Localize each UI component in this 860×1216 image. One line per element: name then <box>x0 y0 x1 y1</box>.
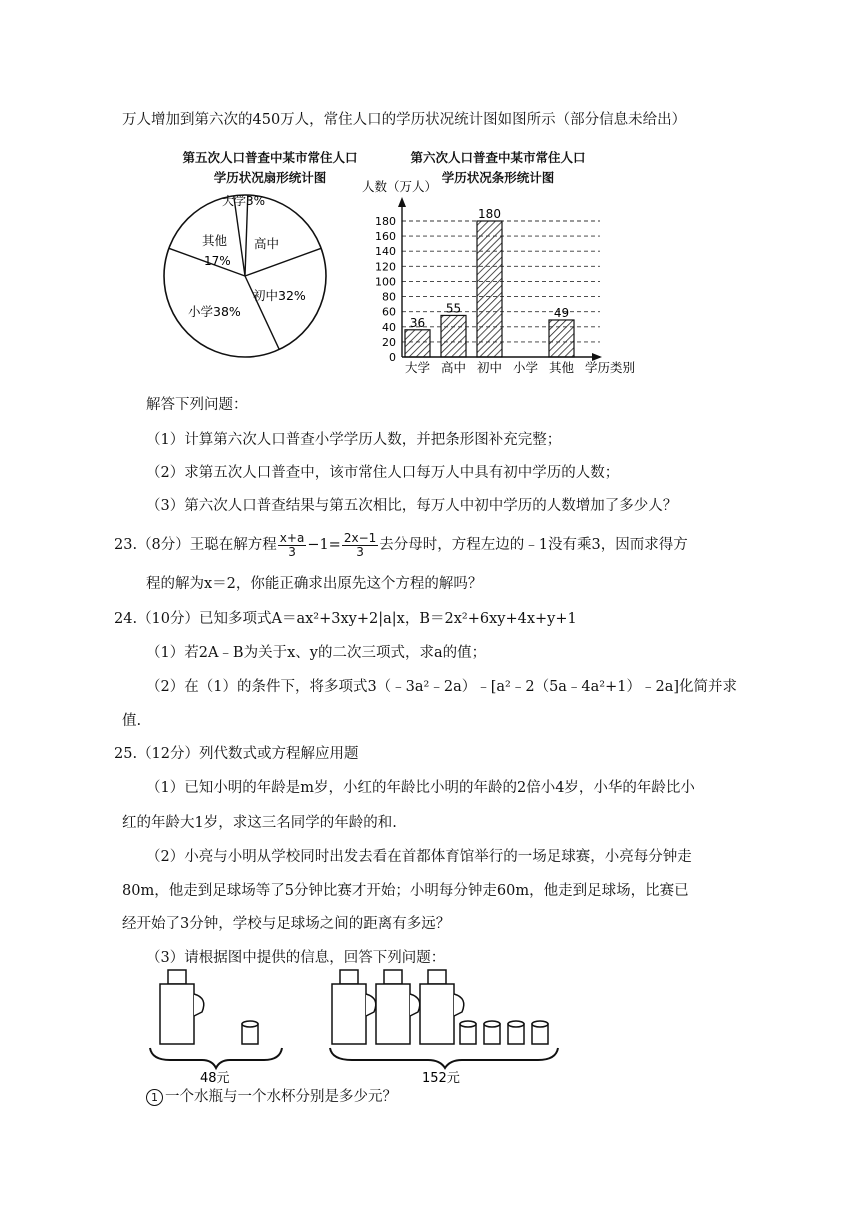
bar-chart <box>350 175 650 380</box>
q23-score: （8分） <box>137 537 190 553</box>
q25-sub2-l1: （2）小亮与小明从学校同时出发去看在首都体育馆举行的一场足球赛，小亮每分钟走 <box>146 849 692 865</box>
bottle-icon <box>376 970 420 1044</box>
y-tick-label: 100 <box>375 275 396 289</box>
q24-line1: 24.（10分）已知多项式A＝ax²+3xy+2|a|x，B＝2x²+6xy+4x+y+1 <box>114 611 577 627</box>
pie-label-university: 大学3% <box>222 194 266 208</box>
q25-sub1-l1: （1）已知小明的年龄是m岁，小红的年龄比小明的年龄的2倍小4岁，小华的年龄比小 <box>146 780 695 796</box>
pie-title-line2: 学历状况扇形统计图 <box>213 170 327 185</box>
q23-line2: 程的解为x＝2，你能正确求出原先这个方程的解吗？ <box>146 576 483 592</box>
pie-label-other-percent: 17% <box>204 254 231 268</box>
bar-title-line1: 第六次人口普查中某市常住人口 <box>410 150 586 165</box>
price-left: 48元 <box>200 1071 230 1086</box>
bottle-cup-illustration <box>140 968 560 1090</box>
q24-sub1: （1）若2A﹣B为关于x、y的二次三项式，求a的值； <box>146 645 487 661</box>
pie-label-middle: 初中32% <box>253 288 306 303</box>
q23-line1 <box>114 531 688 559</box>
bar <box>477 221 502 357</box>
q25-sub2-l2: 80m，他走到足球场等了5分钟比赛才开始；小明每分钟走60m，他走到足球场，比赛已 <box>122 883 689 899</box>
bottle-icon <box>332 970 376 1044</box>
cup-icon <box>532 1021 548 1044</box>
q24-sub2: （2）在（1）的条件下，将多项式3（﹣3a²﹣2a）﹣[a²﹣2（5a﹣4a²+1）﹣2a]化简并求 <box>146 679 738 695</box>
q22-sub1: （1）计算第六次人口普查小学学历人数，并把条形图补充完整； <box>146 432 562 448</box>
y-tick-label: 160 <box>375 230 396 244</box>
y-tick-label: 60 <box>382 305 396 319</box>
q25-sub3: （3）请根据图中提供的信息，回答下列问题： <box>146 950 446 966</box>
q25-sub3-question <box>146 1087 397 1107</box>
x-category-label: 高中 <box>440 360 467 375</box>
q23-fraction-2: $\frac{2x-1}{3}$ <box>343 530 377 559</box>
bar-value-label: 49 <box>553 305 570 320</box>
x-category-label: 初中 <box>476 360 503 375</box>
q22-sub2: （2）求第五次人口普查中，该市常住人口每万人中具有初中学历的人数； <box>146 465 620 481</box>
y-tick-label: 20 <box>382 335 396 349</box>
pie-title-line1: 第五次人口普查中某市常住人口 <box>182 150 358 165</box>
bar-value-label: 36 <box>409 315 426 330</box>
cup-icon <box>508 1021 524 1044</box>
cup-icon <box>484 1021 500 1044</box>
intro-line: 万人增加到第六次的450万人，常住人口的学历状况统计图如图所示（部分信息未给出） <box>122 112 687 128</box>
q23-text-b: 去分母时，方程左边的﹣1没有乘3，因而求得方 <box>379 537 688 553</box>
y-tick-label: 120 <box>375 260 396 274</box>
price-right: 152元 <box>422 1071 460 1086</box>
bar-value-label: 180 <box>478 207 501 221</box>
y-axis-arrow <box>398 197 406 207</box>
bottle-icon <box>160 970 204 1044</box>
bar <box>405 330 430 357</box>
q23-text-a: 王聪在解方程 <box>189 537 277 553</box>
y-tick-label: 180 <box>375 215 396 228</box>
q22-prompt: 解答下列问题： <box>146 397 248 413</box>
q25-line1: 25.（12分）列代数式或方程解应用题 <box>114 746 359 762</box>
bar-value-label: 55 <box>445 301 462 316</box>
cup-icon <box>460 1021 476 1044</box>
bar-ylabel: 人数（万人） <box>362 179 438 194</box>
bar-xlabel: 学历类别 <box>585 360 636 375</box>
q25-sub1-l2: 红的年龄大1岁，求这三名同学的年龄的和. <box>122 815 397 831</box>
y-tick-label: 40 <box>382 320 396 334</box>
pie-label-other: 其他 <box>202 233 228 248</box>
q23-fraction-1: $\frac{x+a}{3}$ <box>279 530 305 559</box>
pie-label-highschool: 高中 <box>254 236 280 251</box>
x-category-label: 其他 <box>548 360 575 375</box>
q25-sub3-q1: 一个水瓶与一个水杯分别是多少元？ <box>165 1089 397 1105</box>
y-tick-label: 0 <box>389 351 396 364</box>
bar <box>441 315 466 357</box>
x-category-label: 大学 <box>404 360 431 375</box>
q22-sub3: （3）第六次人口普查结果与第五次相比，每万人中初中学历的人数增加了多少人？ <box>146 498 678 514</box>
y-tick-label: 140 <box>375 245 396 259</box>
y-tick-label: 80 <box>382 290 396 304</box>
pie-chart <box>150 188 350 363</box>
q24-sub2-cont: 值. <box>122 713 142 729</box>
q24-polynomials: 已知多项式A＝ax²+3xy+2|a|x，B＝2x²+6xy+4x+y+1 <box>199 611 577 627</box>
bottle-icon <box>420 970 464 1044</box>
x-category-label: 小学 <box>512 360 539 375</box>
pie-label-primary: 小学38% <box>188 304 241 319</box>
cup-icon <box>242 1021 258 1044</box>
q25-title: 列代数式或方程解应用题 <box>199 746 359 762</box>
q25-sub2-l3: 经开始了3分钟，学校与足球场之间的距离有多远？ <box>122 916 451 932</box>
q23-minus-one: −1= <box>307 537 341 553</box>
q23-number: 23. <box>114 537 138 553</box>
bar <box>549 320 574 357</box>
brace-right <box>330 1048 558 1068</box>
circled-number: 1 <box>146 1089 163 1106</box>
brace-left <box>150 1048 282 1068</box>
bar-title-line2: 学历状况条形统计图 <box>441 170 555 185</box>
